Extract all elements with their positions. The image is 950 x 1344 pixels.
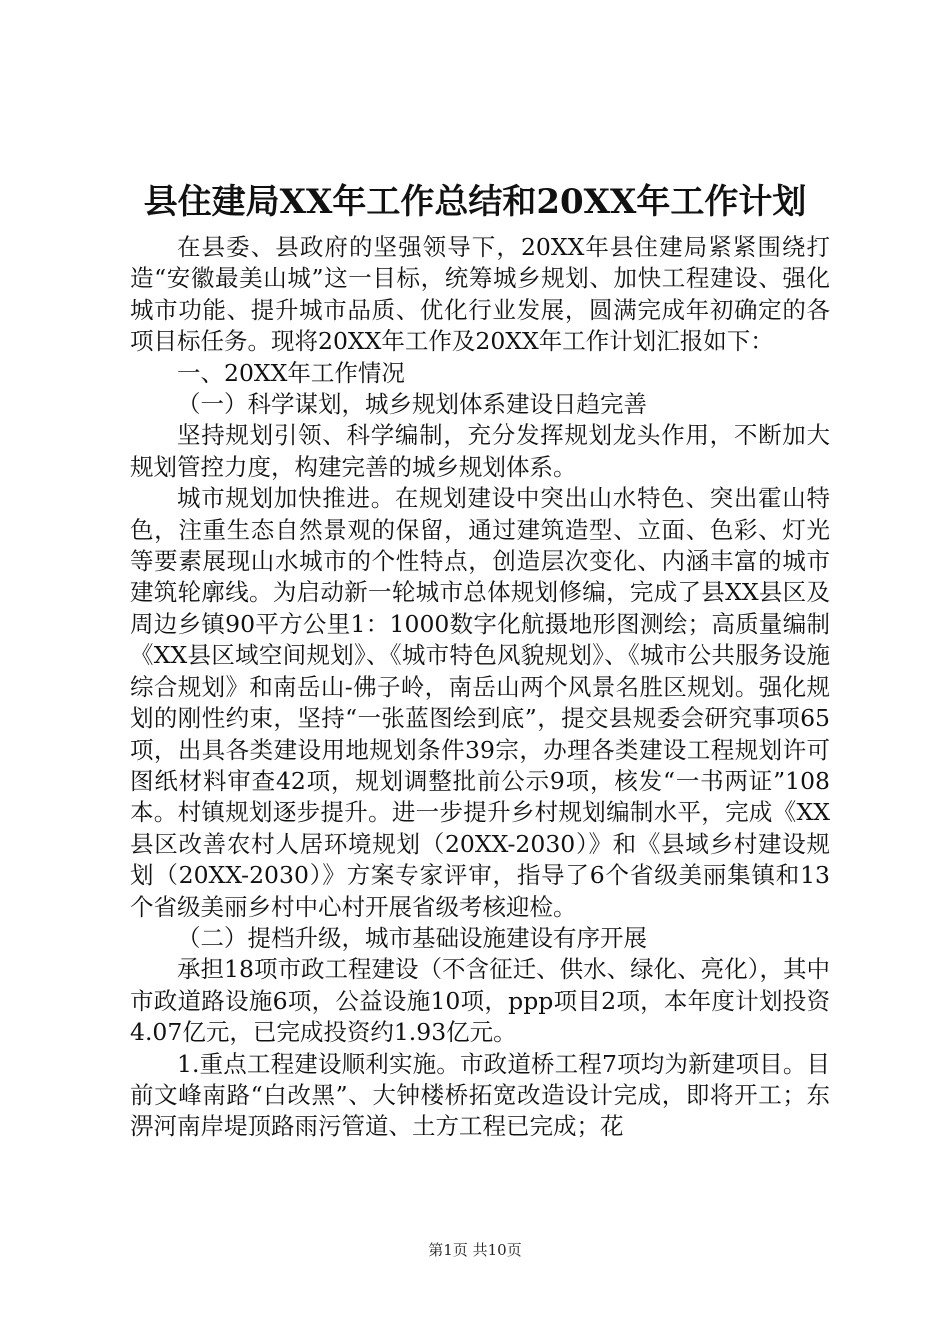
body-paragraph: 承担18项市政工程建设（不含征迁、供水、绿化、亮化），其中市政道路设施6项，公益设施10项，ppp项目2项，本年度计划投资4.07亿元，已完成投资约1.93亿元。 <box>130 955 830 1047</box>
body-paragraph: 坚持规划引领、科学编制，充分发挥规划龙头作用，不断加大规划管控力度，构建完善的城乡规划体系。 <box>130 421 830 481</box>
subsection-heading-2: （二）提档升级，城市基础设施建设有序开展 <box>177 923 647 952</box>
section-heading-1: 一、20XX年工作情况 <box>177 358 405 387</box>
document-body <box>130 232 830 1143</box>
body-paragraph: 1.重点工程建设顺利实施。市政道桥工程7项均为新建项目。目前文峰南路“白改黑”、大钟楼桥拓宽改造设计完成，即将开工；东淠河南岸堤顶路雨污管道、土方工程已完成；花 <box>130 1049 830 1141</box>
intro-paragraph: 在县委、县政府的坚强领导下，20XX年县住建局紧紧围绕打造“安徽最美山城”这一目标，统筹城乡规划、加快工程建设、强化城市功能、提升城市品质、优化行业发展，圆满完成年初确定的各项目标任务。现将20XX年工作及20XX年工作计划汇报如下： <box>130 233 830 356</box>
subsection-heading-1: （一）科学谋划，城乡规划体系建设日趋完善 <box>177 390 647 419</box>
body-paragraph: 城市规划加快推进。在规划建设中突出山水特色、突出霍山特色，注重生态自然景观的保留，通过建筑造型、立面、色彩、灯光等要素展现山水城市的个性特点，创造层次变化、内涵丰富的城市建筑轮廓线。为启动新一轮城市总体规划修编，完成了县XX县区及周边乡镇90平方公里1：1000数字化航摄地形图测绘；高质量编制《XX县区域空间规划》、《城市特色风貌规划》、《城市公共服务设施综合规划》和南岳山-佛子岭，南岳山两个风景名胜区规划。强化规划的刚性约束，坚持“一张蓝图绘到底”，提交县规委会研究事项65项，出具各类建设用地规划条件39宗，办理各类建设工程规划许可图纸材料审查42项，规划调整批前公示9项，核发“一书两证”108本。村镇规划逐步提升。进一步提升乡村规划编制水平，完成《XX县区改善农村人居环境规划（20XX-2030）》和《县域乡村建设规划（20XX-2030）》方案专家评审，指导了6个省级美丽集镇和13个省级美丽乡村中心村开展省级考核迎检。 <box>130 484 830 921</box>
page-footer: 第1页 共10页 <box>428 1241 522 1259</box>
document-title: 县住建局XX年工作总结和20XX年工作计划 <box>143 182 807 222</box>
